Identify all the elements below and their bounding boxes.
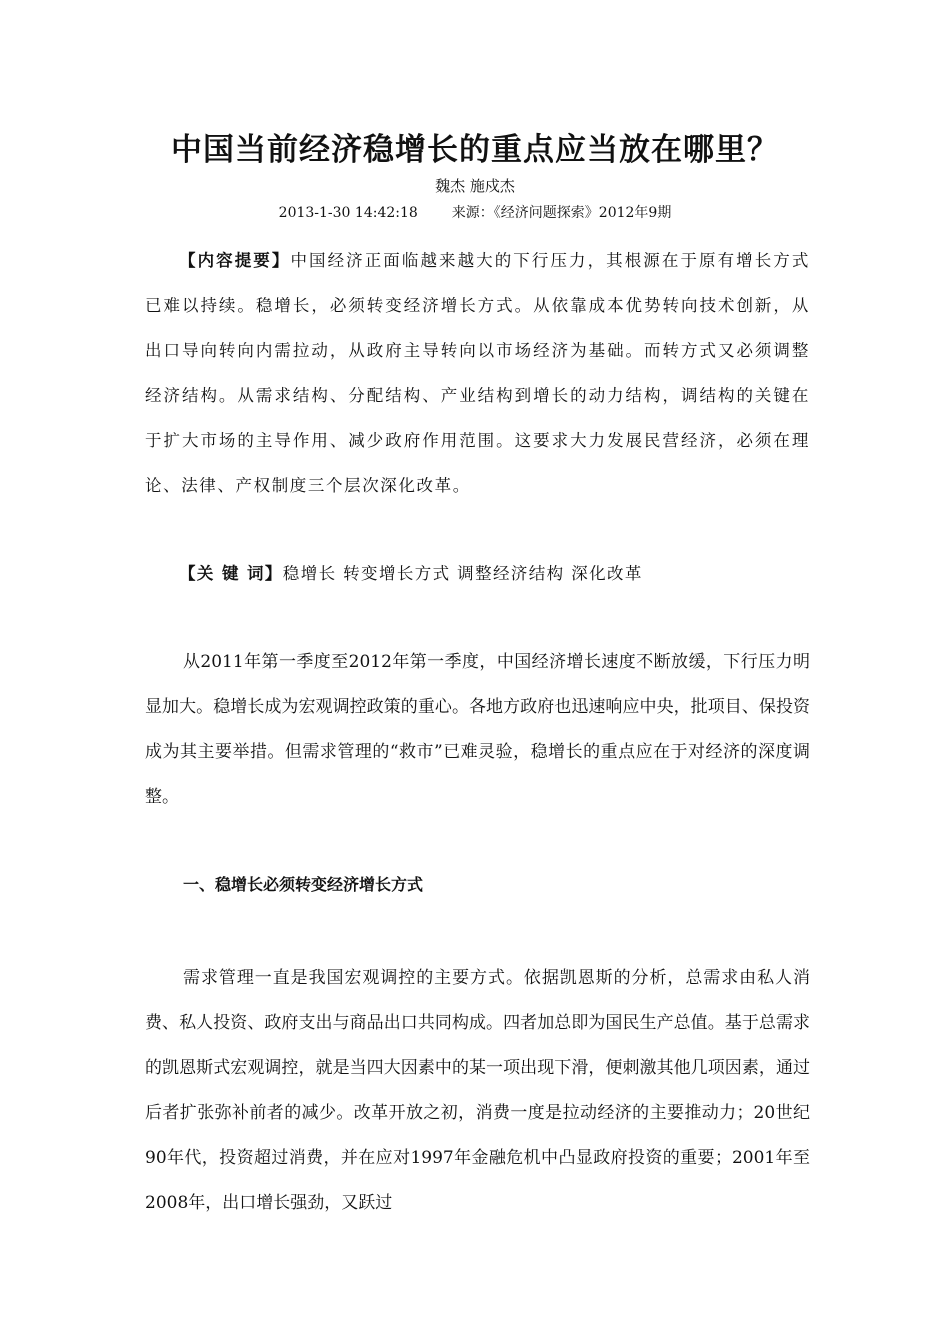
body-paragraph-1: 从2011年第一季度至2012年第一季度，中国经济增长速度不断放缓，下行压力明显加大。稳增长成为宏观调控政策的重心。各地方政府也迅速响应中央，批项目、保投资成为其主要举措。但需求管理的“救市”已难灵验，稳增长的重点应在于对经济的深度调整。 — [145, 652, 810, 807]
section-heading-1: 一、稳增长必须转变经济增长方式 — [183, 875, 424, 894]
abstract-paragraph — [145, 238, 810, 508]
article-datetime: 2013-1-30 14:42:18 — [278, 205, 418, 221]
article-authors: 魏杰 施戍杰 — [435, 177, 515, 195]
article-title: 中国当前经济稳增长的重点应当放在哪里？ — [171, 132, 779, 168]
keywords-text: 稳增长 转变增长方式 调整经济结构 深化改革 — [282, 564, 643, 583]
article-source: 来源：《经济问题探索》2012年9期 — [451, 205, 672, 221]
abstract-label: 【内容提要】 — [179, 251, 291, 270]
article-meta — [0, 203, 950, 223]
abstract-text: 中国经济正面临越来越大的下行压力，其根源在于原有增长方式已难以持续。稳增长，必须转变经济增长方式。从依靠成本优势转向技术创新，从出口导向转向内需拉动，从政府主导转向以市场经济为基础。而转方式又必须调整经济结构。从需求结构、分配结构、产业结构到增长的动力结构，调结构的关键在于扩大市场的主导作用、减少政府作用范围。这要求大力发展民营经济，必须在理论、法律、产权制度三个层次深化改革。 — [145, 251, 810, 495]
body-paragraph-2: 需求管理一直是我国宏观调控的主要方式。依据凯恩斯的分析，总需求由私人消费、私人投资、政府支出与商品出口共同构成。四者加总即为国民生产总值。基于总需求的凯恩斯式宏观调控，就是当四大因素中的某一项出现下滑，便刺激其他几项因素，通过后者扩张弥补前者的减少。改革开放之初，消费一度是拉动经济的主要推动力；20世纪90年代，投资超过消费，并在应对1997年金融危机中凸显政府投资的重要；2001年至2008年，出口增长强劲，又跃过 — [145, 968, 810, 1213]
keywords-label: 【关 键 词】 — [179, 564, 283, 583]
keywords-line — [179, 554, 810, 594]
